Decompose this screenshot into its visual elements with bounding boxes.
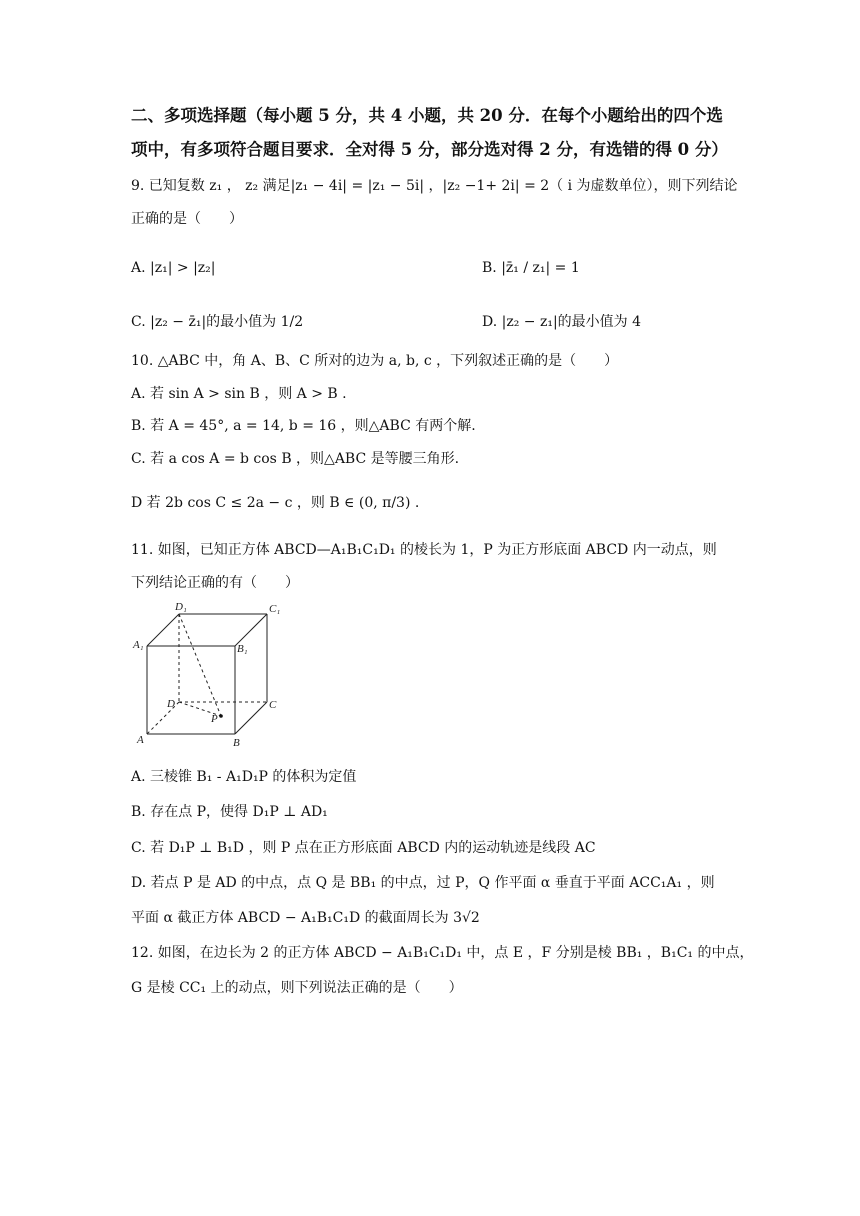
q9-option-d: D. |z₂ − z₁|的最小值为 4 bbox=[482, 314, 642, 330]
q11-option-b: B. 存在点 P，使得 D₁P ⊥ AD₁ bbox=[131, 804, 328, 820]
label-P: P bbox=[211, 713, 218, 725]
section-heading-line1: 二、多项选择题（每小题 5 分，共 4 小题，共 20 分．在每个小题给出的四个选 bbox=[131, 106, 723, 125]
q10-option-c: C. 若 a cos A = b cos B ，则△ABC 是等腰三角形. bbox=[131, 451, 460, 467]
label-D: D bbox=[167, 698, 175, 710]
q10-option-b: B. 若 A = 45°, a = 14, b = 16 ，则△ABC 有两个解. bbox=[131, 418, 476, 434]
q9-option-c: C. |z₂ − z̄₁|的最小值为 1/2 bbox=[131, 314, 304, 330]
q11-stem-line2: 下列结论正确的有（ ） bbox=[131, 575, 299, 591]
q10-option-d: D 若 2b cos C ≤ 2a − c ，则 B ∈ (0, π/3) . bbox=[131, 495, 420, 511]
q12-stem-line1: 12. 如图，在边长为 2 的正方体 ABCD − A₁B₁C₁D₁ 中，点 E ，F 分别是棱 BB₁ ，B₁C₁ 的中点， bbox=[131, 945, 754, 961]
q11-option-d-line1: D. 若点 P 是 AD 的中点，点 Q 是 BB₁ 的中点，过 P，Q 作平面 α 垂直于平面 ACC₁A₁ ，则 bbox=[131, 875, 715, 891]
q11-option-d-line2: 平面 α 截正方体 ABCD − A₁B₁C₁D 的截面周长为 3√2 bbox=[131, 910, 480, 926]
q9-stem-line2: 正确的是（ ） bbox=[131, 211, 243, 227]
q9-option-a: A. |z₁| > |z₂| bbox=[131, 260, 216, 276]
label-D1: D₁ bbox=[175, 601, 187, 613]
label-B1: B₁ bbox=[237, 643, 248, 655]
label-C1: C₁ bbox=[269, 603, 281, 615]
label-B: B bbox=[233, 737, 240, 749]
label-C: C bbox=[269, 699, 277, 711]
q11-stem-line1: 11. 如图，已知正方体 ABCD—A₁B₁C₁D₁ 的棱长为 1，P 为正方形底面 ABCD 内一动点，则 bbox=[131, 542, 717, 558]
q11-option-c: C. 若 D₁P ⊥ B₁D ，则 P 点在正方形底面 ABCD 内的运动轨迹是线段 AC bbox=[131, 840, 596, 856]
q10-stem: 10. △ABC 中，角 A、B、C 所对的边为 a, b, c ，下列叙述正确的是（ ） bbox=[131, 353, 619, 369]
label-A: A bbox=[137, 734, 144, 746]
q12-stem-line2: G 是棱 CC₁ 上的动点，则下列说法正确的是（ ） bbox=[131, 980, 463, 996]
q9-option-b: B. |z̄₁ / z₁| = 1 bbox=[482, 260, 580, 276]
q11-option-a: A. 三棱锥 B₁ - A₁D₁P 的体积为定值 bbox=[131, 769, 357, 785]
section-heading-line2: 项中，有多项符合题目要求．全对得 5 分，部分选对得 2 分，有选错的得 0 分） bbox=[131, 140, 728, 159]
q9-stem-line1: 9. 已知复数 z₁ ， z₂ 满足|z₁ − 4i| = |z₁ − 5i| ，|z₂ −1+ 2i| = 2（ i 为虚数单位），则下列结论 bbox=[131, 178, 738, 194]
cube-figure bbox=[131, 598, 291, 754]
q10-option-a: A. 若 sin A > sin B ，则 A > B . bbox=[131, 386, 347, 402]
cube-diagram bbox=[131, 598, 291, 754]
label-A1: A₁ bbox=[133, 639, 144, 651]
